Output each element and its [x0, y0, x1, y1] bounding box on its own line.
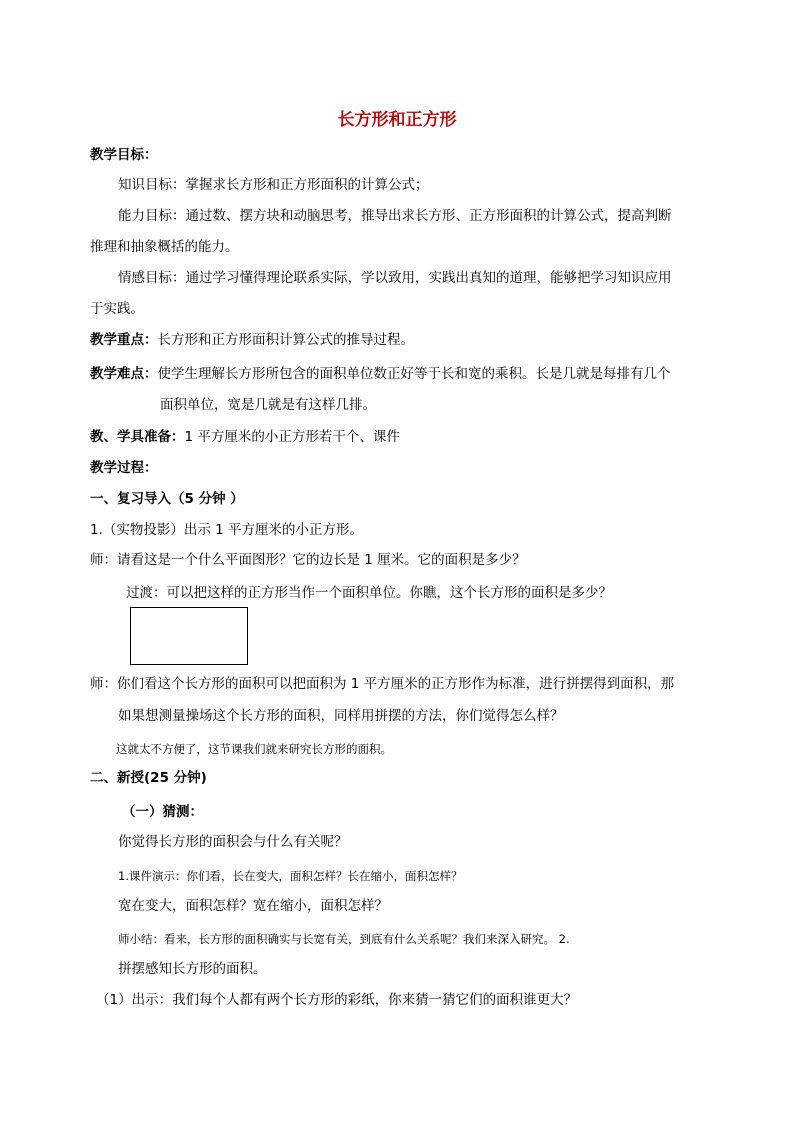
section2-line6: （1）出示：我们每个人都有两个长方形的彩纸，你来猜一猜它们的面积谁更大？: [96, 992, 578, 1008]
key-point-label: 教学重点：: [90, 332, 158, 348]
key-point: [90, 331, 414, 349]
knowledge-objective: 知识目标：掌握求长方形和正方形面积的计算公式；: [118, 177, 429, 193]
rectangle-figure: [130, 607, 248, 665]
section2-heading: 二、新授(25 分钟): [90, 770, 207, 786]
difficulty: [90, 365, 671, 383]
ability-objective-line2: 推理和抽象概括的能力。: [90, 239, 239, 255]
difficulty-text-line2: 面积单位，宽是几就是有这样几排。: [160, 397, 376, 413]
section1-line1: 1.（实物投影）出示 1 平方厘米的小正方形。: [90, 522, 364, 538]
key-point-text: 长方形和正方形面积计算公式的推导过程。: [157, 332, 414, 348]
section2-subheading: （一）猜测：: [122, 804, 203, 820]
objectives-heading: 教学目标：: [90, 147, 158, 163]
section2-line4: 师小结：看来，长方形的面积确实与长宽有关，到底有什么关系呢？我们来深入研究。 2.: [118, 932, 570, 946]
page-title: 长方形和正方形: [337, 110, 457, 130]
section1-line5: 如果想测量操场这个长方形的面积，同样用拼摆的方法，你们觉得怎么样？: [118, 708, 564, 724]
tools-text: 1 平方厘米的小正方形若干个、课件: [184, 429, 400, 445]
section1-line4: 师：你们看这个长方形的面积可以把面积为 1 平方厘米的正方形作为标准，进行拼摆得到面积，那: [90, 676, 675, 692]
section1-line3: 过渡：可以把这样的正方形当作一个面积单位。你瞧，这个长方形的面积是多少？: [126, 585, 612, 601]
emotion-objective-line1: 情感目标：通过学习懂得理论联系实际，学以致用，实践出真知的道理，能够把学习知识应用: [118, 270, 672, 286]
tools: [90, 428, 400, 446]
section1-heading: 一、复习导入（5 分钟 ）: [90, 491, 244, 507]
tools-label: 教、学具准备：: [90, 429, 185, 445]
emotion-objective-line2: 于实践。: [90, 301, 144, 317]
section2-line5: 拼摆感知长方形的面积。: [118, 961, 267, 977]
section1-line6: 这就太不方便了，这节课我们就来研究长方形的面积。: [116, 742, 392, 756]
process-heading: 教学过程：: [90, 460, 158, 476]
section2-line2: 1.课件演示：你们看，长在变大，面积怎样？长在缩小，面积怎样？: [118, 869, 463, 883]
difficulty-label: 教学难点：: [90, 366, 158, 382]
section2-line1: 你觉得长方形的面积会与什么有关呢？: [118, 834, 348, 850]
difficulty-text-line1: 使学生理解长方形所包含的面积单位数正好等于长和宽的乘积。长是几就是每排有几个: [157, 366, 671, 382]
ability-objective-line1: 能力目标：通过数、摆方块和动脑思考，推导出求长方形、正方形面积的计算公式，提高判断: [118, 208, 672, 224]
section1-line2: 师：请看这是一个什么平面图形？它的边长是 1 厘米。它的面积是多少？: [90, 552, 526, 568]
section2-line3: 宽在变大，面积怎样？宽在缩小，面积怎样？: [118, 898, 388, 914]
